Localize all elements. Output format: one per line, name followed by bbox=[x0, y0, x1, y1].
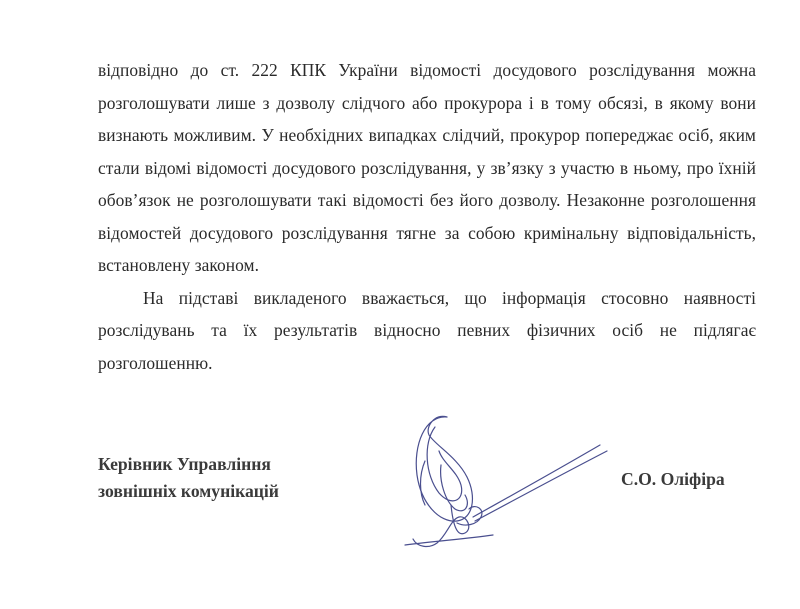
signer-name: С.О. Оліфіра bbox=[621, 469, 725, 489]
signer-title-line-1: Керівник Управління bbox=[98, 454, 271, 474]
document-body bbox=[98, 54, 756, 379]
paragraph-2: На підставі викладеного вважається, що інформація стосовно наявності розслідувань та їх результатів відносно певних фізичних осіб не підлягає розголошенню. bbox=[98, 287, 756, 373]
signer-title bbox=[98, 451, 279, 505]
handwritten-signature bbox=[395, 405, 625, 565]
paragraph-1: відповідно до ст. 222 КПК України відомості досудового розслідування можна розголошувати лише з дозволу слідчого або прокурора і в тому обсязі, в якому вони визнають можливим. У необхідних випадках слідчий, прокурор попереджає осіб, яким стали відомі відомості досудового розслідування, у зв’язку з участю в ньому, про їхній обов’язок не розголошувати такі відомості без його дозволу. Незаконне розголошення відомостей досудового розслідування тягне за собою кримінальну відповідальність, встановлену законом. bbox=[98, 60, 756, 275]
signer-title-line-2: зовнішніх комунікацій bbox=[98, 481, 279, 501]
